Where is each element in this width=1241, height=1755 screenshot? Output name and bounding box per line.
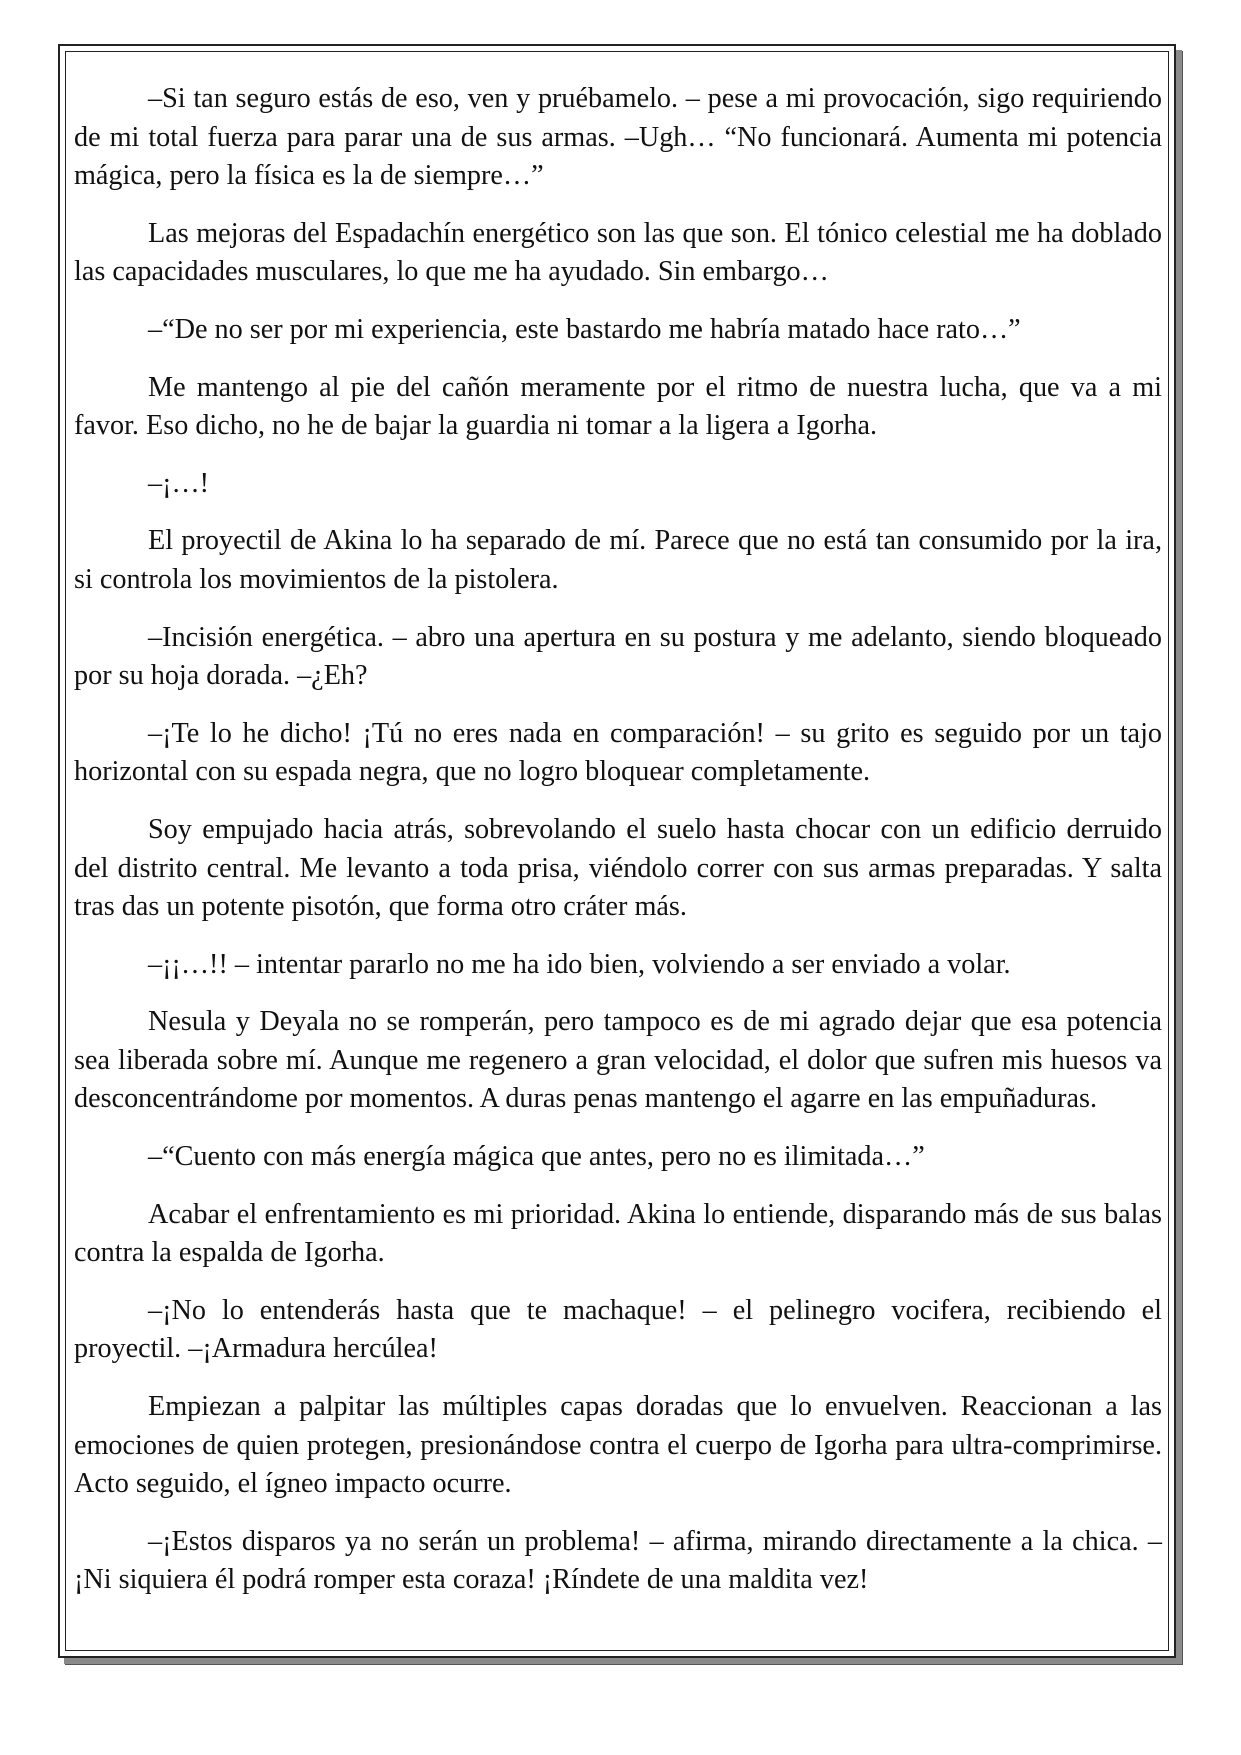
paragraph: –Si tan seguro estás de eso, ven y pruébamelo. – pese a mi provocación, sigo requiriendo de mi total fuerza para parar una de sus armas. –Ugh… “No funcionará. Aumenta mi potencia mágica, pero la física es la de siempre…” xyxy=(74,83,1162,192)
paragraph: –Incisión energética. – abro una apertura en su postura y me adelanto, siendo bloqueado por su hoja dorada. –¿Eh? xyxy=(74,621,1162,692)
paragraph: –¡Estos disparos ya no serán un problema! – afirma, mirando directamente a la chica. –¡Ni siquiera él podrá romper esta coraza! ¡Ríndete de una maldita vez! xyxy=(74,1525,1162,1596)
paragraph: Las mejoras del Espadachín energético son las que son. El tónico celestial me ha doblado las capacidades musculares, lo que me ha ayudado. Sin embargo… xyxy=(74,217,1162,288)
paragraph: –“Cuento con más energía mágica que antes, pero no es ilimitada…” xyxy=(148,1141,925,1173)
paragraph: Empiezan a palpitar las múltiples capas doradas que lo envuelven. Reaccionan a las emociones de quien protegen, presionándose contra el cuerpo de Igorha para ultra-comprimirse. Acto seguido, el ígneo impacto ocurre. xyxy=(74,1391,1162,1500)
paragraph: –¡No lo entenderás hasta que te machaque! – el pelinegro vocifera, recibiendo el proyectil. –¡Armadura hercúlea! xyxy=(74,1294,1162,1365)
paragraph: El proyectil de Akina lo ha separado de mí. Parece que no está tan consumido por la ira, si controla los movimientos de la pistolera. xyxy=(74,525,1162,595)
paragraph: Acabar el enfrentamiento es mi prioridad. Akina lo entiende, disparando más de sus balas contra la espalda de Igorha. xyxy=(74,1198,1162,1269)
paragraph: Soy empujado hacia atrás, sobrevolando el suelo hasta chocar con un edificio derruido del distrito central. Me levanto a toda prisa, viéndolo correr con sus armas preparadas. Y salta tras das un potente pisotón, que forma otro cráter más. xyxy=(74,813,1162,923)
paragraph: –“De no ser por mi experiencia, este bastardo me habría matado hace rato…” xyxy=(148,313,1021,345)
paragraph: –¡Te lo he dicho! ¡Tú no eres nada en comparación! – su grito es seguido por un tajo horizontal con su espada negra, que no logro bloquear completamente. xyxy=(74,717,1162,788)
paragraph: –¡¡…!! – intentar pararlo no me ha ido bien, volviendo a ser enviado a volar. xyxy=(148,948,1011,980)
paragraph: –¡…! xyxy=(148,467,210,499)
paragraph: Me mantengo al pie del cañón meramente por el ritmo de nuestra lucha, que va a mi favor. Eso dicho, no he de bajar la guardia ni tomar a la ligera a Igorha. xyxy=(74,371,1162,442)
page-text-body xyxy=(74,80,1162,1619)
paragraph: Nesula y Deyala no se romperán, pero tampoco es de mi agrado dejar que esa potencia sea liberada sobre mí. Aunque me regenero a gran velocidad, el dolor que sufren mis huesos va desconcentrándome por momentos. A duras penas mantengo el agarre en las empuñaduras. xyxy=(74,1006,1162,1115)
